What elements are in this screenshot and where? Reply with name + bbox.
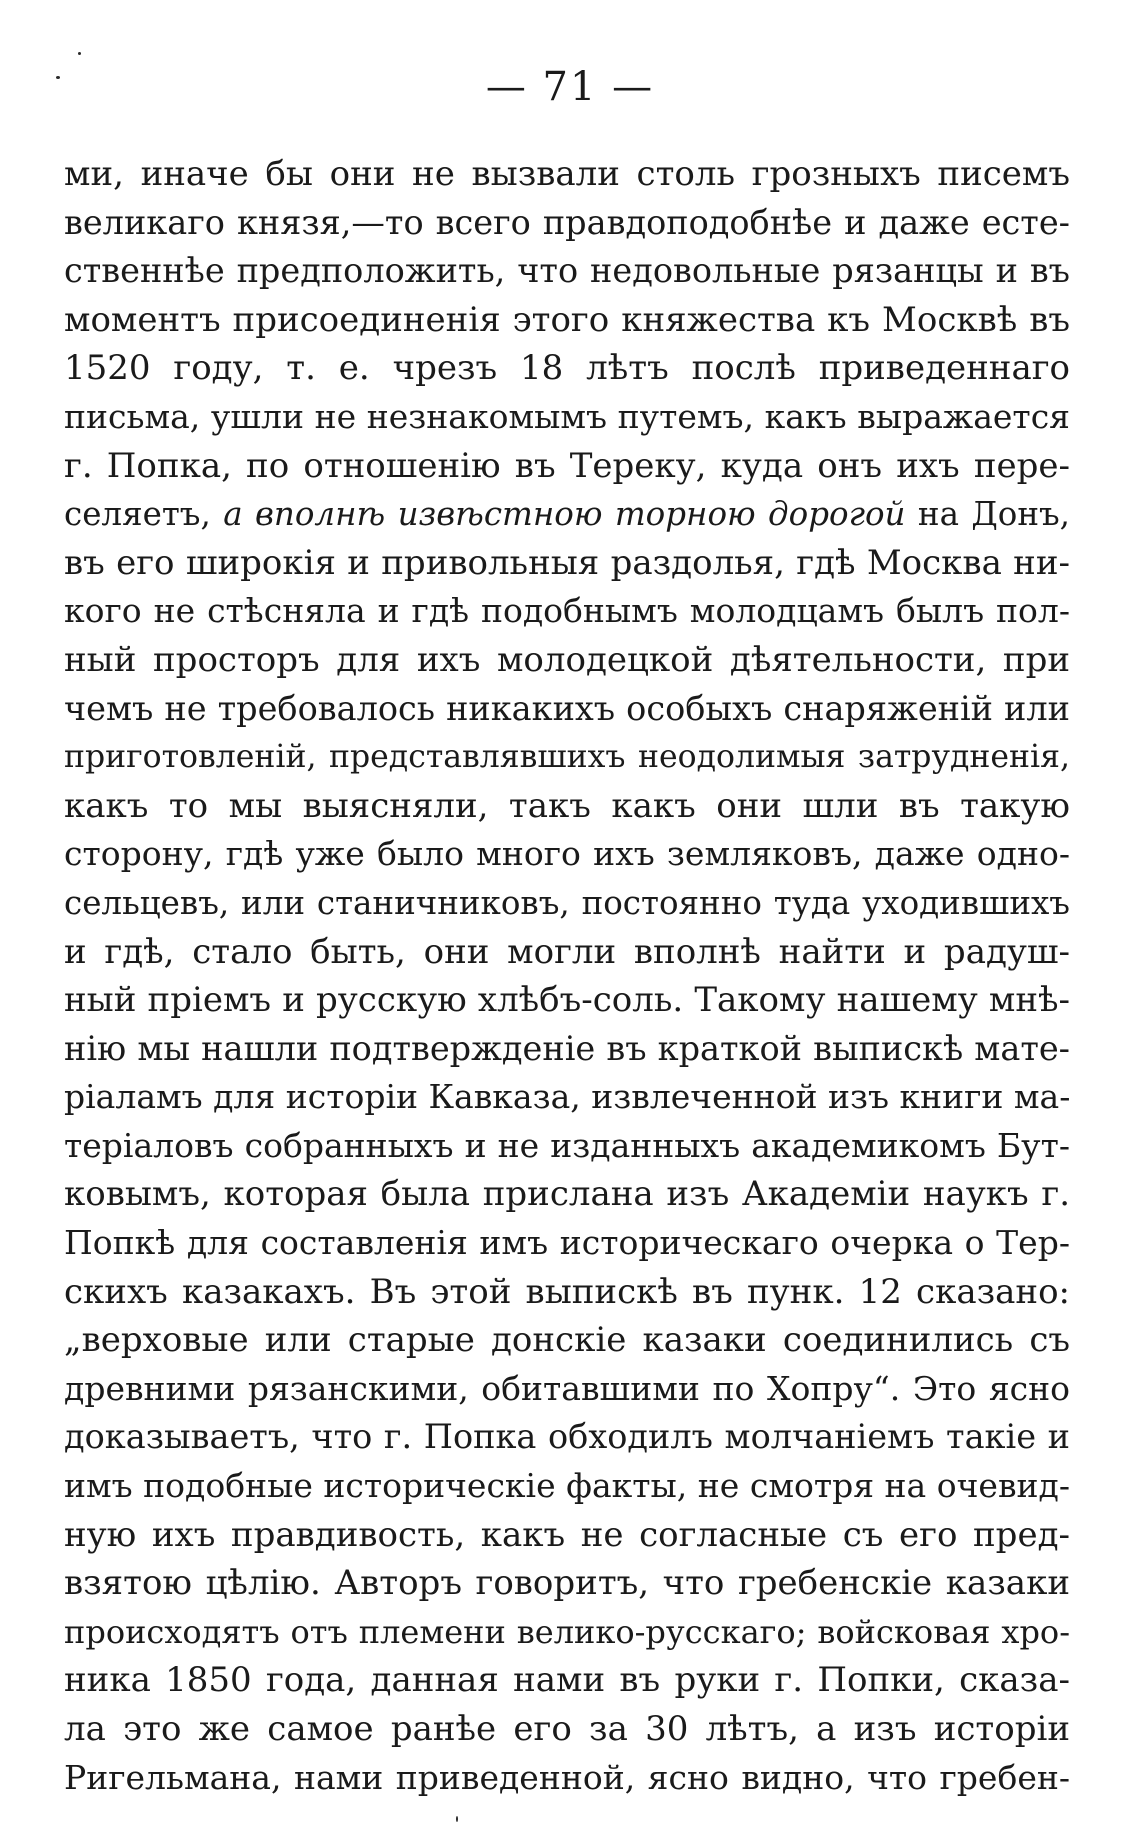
text-line: ми, иначе бы они не вызвали столь грозныхъ писемъ <box>64 154 1070 194</box>
text-line: Ригельмана, нами приведенной, ясно видно, что гребен- <box>64 1757 1070 1797</box>
text-line: ную ихъ правдивость, какъ не согласные съ его пред- <box>64 1514 1070 1555</box>
text-line: моментъ присоединенія этого княжества къ Москвѣ въ <box>64 299 1070 340</box>
text-line: и гдѣ, стало быть, они могли вполнѣ найти и радуш- <box>64 931 1070 972</box>
text-line: ла это же самое ранѣе его за 30 лѣтъ, а изъ исторіи <box>64 1709 1070 1749</box>
text-line: нію мы нашли подтвержденіе въ краткой выпискѣ мате- <box>64 1028 1070 1068</box>
text-line: 1520 году, т. е. чрезъ 18 лѣтъ послѣ приведеннаго <box>64 348 1070 389</box>
text-line: сторону, гдѣ уже было много ихъ земляковъ, даже одно- <box>64 834 1070 874</box>
text-line: Попкѣ для составленія имъ историческаго очерка о Тер- <box>64 1223 1070 1263</box>
text-line: приготовленій, представлявшихъ неодолимыя затрудненія, <box>64 739 1070 776</box>
text-line: ника 1850 года, данная нами въ руки г. Попки, сказа- <box>64 1660 1070 1701</box>
body-text <box>64 150 1070 1802</box>
text-line: великаго князя,—то всего правдоподобнѣе и даже есте- <box>64 202 1070 242</box>
text-line: письма, ушли не незнакомымъ путемъ, какъ выражается <box>64 396 1070 436</box>
text-line: ственнѣе предположить, что недовольные рязанцы и въ <box>64 251 1070 291</box>
text-line: въ его широкія и привольныя раздолья, гдѣ Москва ни- <box>64 542 1070 583</box>
text-line: теріаловъ собранныхъ и не изданныхъ академикомъ Бут- <box>64 1125 1070 1165</box>
text-line: г. Попка, по отношенію въ Тереку, куда онъ ихъ пере- <box>64 445 1070 486</box>
text-line: чемъ не требовалось никакихъ особыхъ снаряженій или <box>64 688 1070 728</box>
text-line: какъ то мы выясняли, такъ какъ они шли въ такую <box>64 785 1070 826</box>
text-line: ный просторъ для ихъ молодецкой дѣятельности, при <box>64 639 1070 680</box>
text-line: „верховые или старые донскіе казаки соединились съ <box>64 1320 1070 1361</box>
text-line: доказываетъ, что г. Попка обходилъ молчаніемъ такіе и <box>64 1417 1070 1457</box>
print-speck <box>56 76 60 79</box>
print-speck <box>78 52 81 55</box>
page-number: — 71 — <box>485 64 655 110</box>
text-segment: селяетъ, <box>64 495 224 534</box>
text-line: кого не стѣсняла и гдѣ подобнымъ молодцамъ былъ пол- <box>64 591 1070 631</box>
text-line: взятою цѣлію. Авторъ говоритъ, что гребенскіе казаки <box>64 1563 1070 1604</box>
italic-phrase: а вполнѣ извѣстною торною дорогой <box>223 495 906 534</box>
text-line: скихъ казакахъ. Въ этой выпискѣ въ пунк. 12 сказано: <box>64 1271 1070 1312</box>
text-line: ріаламъ для исторіи Кавказа, извлеченной изъ книги ма- <box>64 1077 1070 1117</box>
text-line-with-italic <box>64 490 1070 539</box>
print-speck <box>456 1816 458 1822</box>
text-line: сельцевъ, или станичниковъ, постоянно туда уходившихъ <box>64 883 1070 922</box>
text-line: древними рязанскими, обитавшими по Хопру“. Это ясно <box>64 1368 1070 1408</box>
text-line: ный пріемъ и русскую хлѣбъ-соль. Такому нашему мнѣ- <box>64 980 1070 1021</box>
text-segment: на Донъ, <box>905 495 1070 534</box>
text-line: ковымъ, которая была прислана изъ Академіи наукъ г. <box>64 1174 1070 1215</box>
text-line: происходятъ отъ племени велико-русскаго; войсковая хро- <box>64 1612 1070 1651</box>
text-line: имъ подобные историческіе факты, не смотря на очевид- <box>64 1466 1070 1506</box>
